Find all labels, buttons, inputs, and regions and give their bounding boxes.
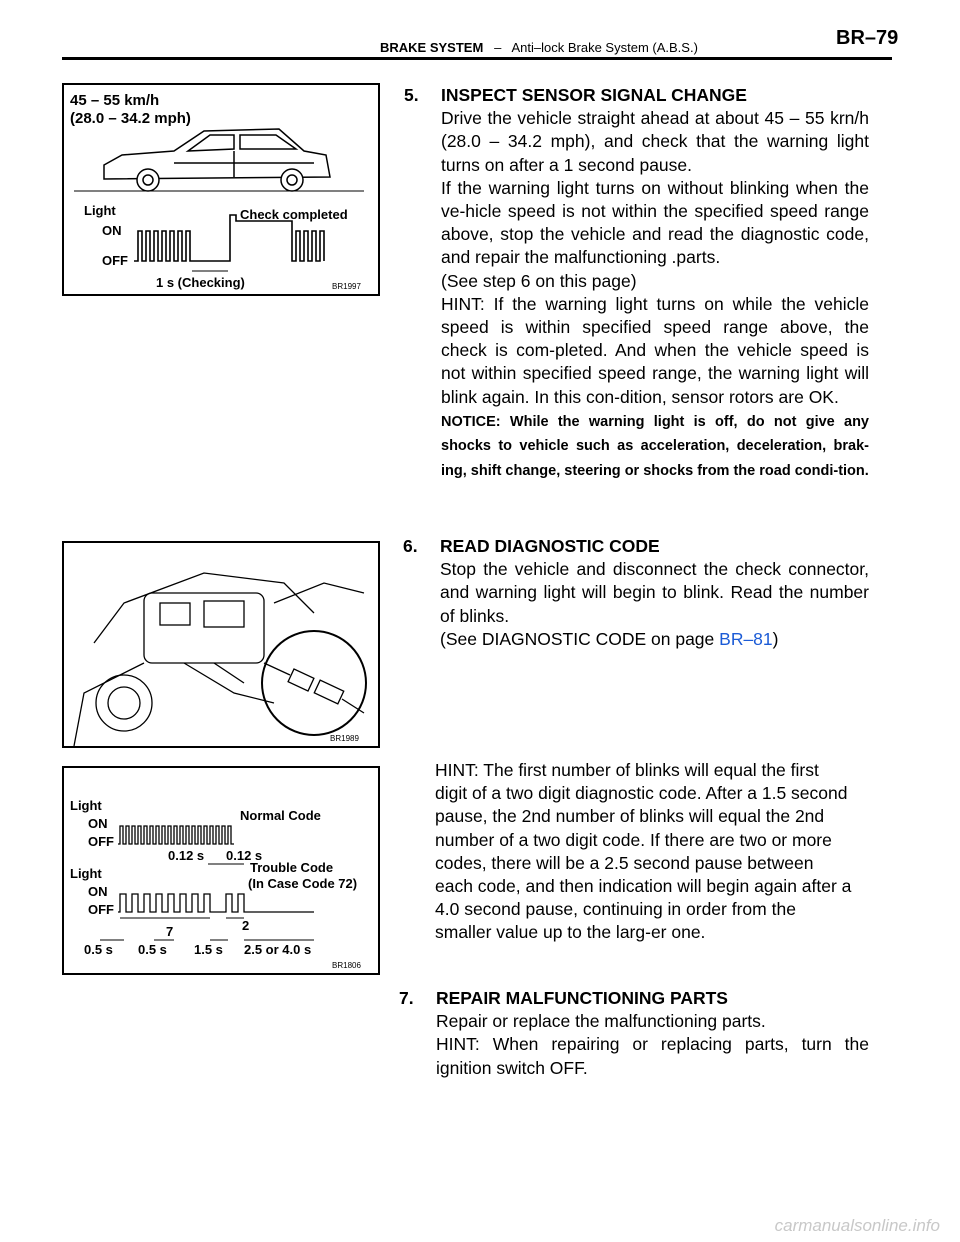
page-number: BR–79 xyxy=(836,27,899,49)
checking-label: 1 s (Checking) xyxy=(156,275,245,290)
duration-label: 0.5 s xyxy=(84,942,113,957)
car-icon xyxy=(104,129,330,191)
step-paragraph: (See step 6 on this page) xyxy=(441,270,637,291)
step-6 xyxy=(403,535,869,651)
section-title: BRAKE SYSTEM xyxy=(380,40,484,55)
step-number: 5. xyxy=(404,85,419,105)
figure-check-connector xyxy=(62,541,380,748)
light-label: Light xyxy=(70,866,102,881)
step-paragraph: Stop the vehicle and disconnect the check connector, and warning light will begin to blink. Read the number of blinks. xyxy=(440,559,869,626)
on-label: ON xyxy=(102,223,122,238)
hint-paragraph: HINT: When repairing or replacing parts, turn the ignition switch OFF. xyxy=(436,1034,869,1078)
step-5 xyxy=(404,84,869,483)
trouble-code-label: Trouble Code xyxy=(250,860,334,875)
on-label: ON xyxy=(88,816,108,831)
code-example-label: (In Case Code 72) xyxy=(248,876,358,891)
off-label: OFF xyxy=(88,902,114,917)
step-title: INSPECT SENSOR SIGNAL CHANGE xyxy=(441,85,747,105)
figure-blink-codes xyxy=(62,766,380,975)
step-paragraph: Drive the vehicle straight ahead at about 45 – 55 krn/h (28.0 – 34.2 mph), and check that the warning light turns on after a 1 second pause. xyxy=(441,108,869,175)
step-7 xyxy=(399,987,869,1080)
blink-code-diagram xyxy=(64,768,378,973)
header-separator: – xyxy=(494,40,502,55)
on-label: ON xyxy=(88,884,108,899)
step-paragraph: Repair or replace the malfunctioning parts. xyxy=(436,1011,766,1032)
speed-kmh-label: 45 – 55 km/h xyxy=(70,92,160,109)
speed-check-diagram xyxy=(64,85,378,294)
figure-code: BR1806 xyxy=(332,961,361,970)
speed-mph-label: (28.0 – 34.2 mph) xyxy=(70,110,191,127)
step-number: 6. xyxy=(403,536,418,556)
hint-step-6 xyxy=(435,759,853,945)
normal-code-label: Normal Code xyxy=(240,808,321,823)
step-paragraph: If the warning light turns on without blinking when the ve-hicle speed is not within the specified speed range above, stop the vehicle and read the diagnostic code, and repair the malfunctioning .parts. xyxy=(441,177,869,268)
duration-label: 2.5 or 4.0 s xyxy=(244,942,312,957)
figure-code: BR1997 xyxy=(332,282,361,291)
normal-code-waveform xyxy=(118,826,234,844)
digit-label: 7 xyxy=(166,924,174,939)
interval-label: 0.12 s xyxy=(168,848,205,863)
reference-close: ) xyxy=(772,628,779,649)
hint-paragraph: HINT: The first number of blinks will equal the first digit of a two digit diagnostic code. After a 1.5 second pause, the 2nd number of blinks will equal the 2nd number of a two digit code. If there are two or more codes, there will be a 2.5 second pause between each code, and then indication will begin again after a 4.0 second pause, continuing in order from the smaller value up to the larg-er one. xyxy=(435,760,852,943)
light-label: Light xyxy=(84,203,116,218)
off-label: OFF xyxy=(102,253,128,268)
step-title: REPAIR MALFUNCTIONING PARTS xyxy=(436,988,728,1008)
step-title: READ DIAGNOSTIC CODE xyxy=(440,536,660,556)
hint-paragraph: HINT: If the warning light turns on while the vehicle speed is within specified speed range above, the check is com-pleted. And when the vehicle speed is not within specified speed range, the warning light will blink again. In this con-dition, sensor rotors are OK. xyxy=(441,293,869,407)
subsection-title: Anti–lock Brake System (A.B.S.) xyxy=(511,40,698,55)
off-label: OFF xyxy=(88,834,114,849)
interval-label: 0.12 s xyxy=(226,848,263,863)
running-header xyxy=(380,40,698,55)
figure-speed-check xyxy=(62,83,380,296)
watermark: carmanualsonline.info xyxy=(774,1216,940,1235)
notice-paragraph: NOTICE: While the warning light is off, do not give any shocks to vehicle such as acceleration, deceleration, brak-ing, shift change, steering or shocks from the road condi-tion. xyxy=(441,413,869,479)
reference-text: (See DIAGNOSTIC CODE on page xyxy=(440,628,720,649)
duration-label: 0.5 s xyxy=(138,942,167,957)
header-rule xyxy=(62,57,892,60)
light-label: Light xyxy=(70,798,102,813)
step-reference xyxy=(440,628,869,651)
check-completed-label: Check completed xyxy=(240,207,348,222)
duration-label: 1.5 s xyxy=(194,942,223,957)
digit-label: 2 xyxy=(242,918,250,933)
page-link[interactable]: BR–81 xyxy=(719,628,773,649)
figure-code: BR1989 xyxy=(330,734,359,743)
trouble-code-waveform xyxy=(118,894,314,912)
engine-bay-illustration xyxy=(64,543,378,746)
step-number: 7. xyxy=(399,988,414,1008)
